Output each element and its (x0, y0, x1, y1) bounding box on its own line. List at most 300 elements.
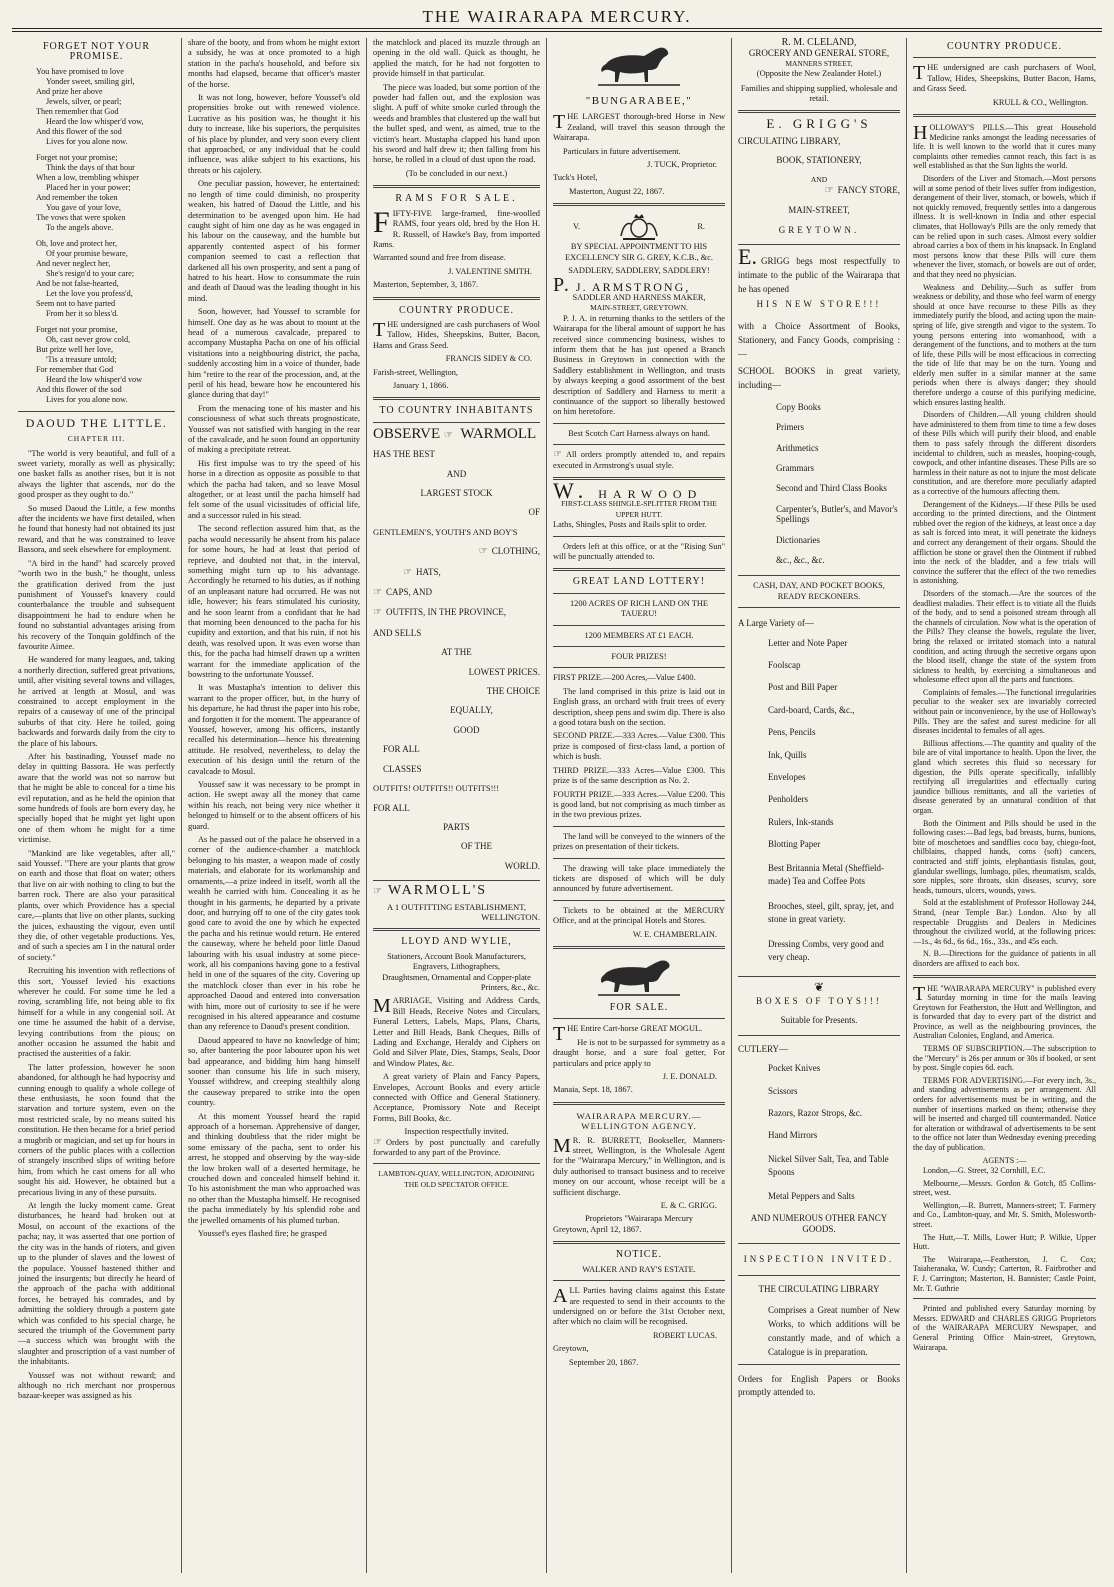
poem-line: Think the days of that hour (46, 162, 135, 172)
poem-line: And this flower of the sod (36, 126, 122, 136)
divider (373, 1163, 540, 1164)
story-paragraph: Daoud appeared to have no knowledge of him; so, after bantering the poor labourer upon his wet bad appearance, and bidding him hang himself sooner than consume his life in such misery, Youssef withdrew, and creeping stealthily along the causeway prepared to strike into the open country. (188, 1035, 360, 1108)
holloway-para: Billious affections.—The quantity and quality of the bile are of vital importance to health. Upon the liver, the gland which secretes this fluid so necessary for digestion, the Pills operate specifically, infallibly rectifying all irregularities and effectually curing jaundice billious remittants, and all the varieties of disease generated by an unnatural condition of that organ. (913, 738, 1096, 815)
cutlery-item: Pocket Knives (768, 1063, 821, 1074)
holloway-para: Derangement of the Kidneys.—If these Pills be used according to the printed directions, and the Ointment rubbed over the region of the kidneys, at least once a day as salt is forced into meat, it will penetrate the kidneys and correct any derangement of their organs. Should the affliction be stone or gravel then the Ointment if rubbed into the neck of the bladder, and a few trials will convince the sufferer that the effect of the two remedies is astonishing. (913, 499, 1096, 586)
poem-line: Of your promise beware, (46, 248, 128, 258)
school-item: Arithmetics (776, 442, 819, 453)
variety-item: Best Britannia Metal (Sheffield-made) Tea and Coffee Pots (768, 862, 885, 886)
grigg-cash: CASH, DAY, AND POCKET BOOKS, READY RECKONERS. (753, 581, 885, 601)
saddlery-title: SADDLERY, SADDLERY, SADDLERY! (568, 266, 710, 276)
armstrong-scotch: Best Scotch Cart Harness always on hand. (568, 428, 710, 438)
circ-body: Comprises a Great number of New Works, to which additions will be constantly made, and of which a Catalogue is in preparation. (768, 1304, 900, 1357)
notice-ad: ALL Parties having claims against this Estate are requested to send in their accounts to the undersigned on or before the 31st October next, after which no claim will be recognised. (553, 1285, 725, 1327)
warmoll-line: LOWEST PRICES. (468, 666, 540, 677)
warmoll-line: GOOD (453, 724, 480, 735)
column-5 (732, 38, 907, 1573)
observe-label: OBSERVE (373, 425, 441, 442)
grigg-cutlery: CUTLERY— (738, 1043, 789, 1054)
poem-line: You have promised to love (36, 66, 124, 76)
drop-cap: T (913, 62, 926, 85)
warmoll-line: LARGEST STOCK (420, 488, 493, 498)
agency-proprietors: Proprietors "Wairarapa Mercury (585, 1214, 693, 1224)
cleland-trade: GROCERY AND GENERAL STORE, (748, 48, 890, 59)
lloyd-sub: Printers, &c., &c. (480, 982, 540, 992)
agency-title: WAIRARAPA MERCURY.—WELLINGTON AGENCY. (576, 1110, 702, 1132)
cart-horse-illustration (594, 955, 684, 999)
poem-line: And never neglect her, (36, 258, 111, 268)
pointing-hand-icon: ☞ (553, 449, 562, 461)
story-paragraph: Youssef saw it was necessary to be prompt in action. He swept away all the money that came within his reach, not being very nice whether it belonged to himself or to the absent officers of his guard. (188, 780, 360, 831)
divider (553, 568, 725, 571)
poem-line: Lives for you alone now. (46, 394, 128, 404)
pointing-hand-icon: ☞ (373, 587, 382, 599)
lloyd-title: LLOYD AND WYLIE, (401, 936, 512, 948)
agency-ad: M R. R. BURRETT, Bookseller, Manners-street, Wellington, is the Wholesale Agent for the "Wairarapa Mercury," in Wellington, and is duly authorised to transact business and to receive money on our account, whose receipt will be a sufficient discharge. (553, 1134, 725, 1197)
school-item: Second and Third Class Books (776, 483, 887, 494)
holloway-para: Both the Ointment and Pills should be used in the following cases:—Bad legs, bad breasts, burns, bunions, bite of moschetoes and sandflies coco bay, chiego-foot, chilblains, chapped hands, corns (soft) cancers, contracted and stiff joints, elephantiasis fistulas, gout, glandular swellings, lumbago, piles, rheumatism, scalds, sore nipples, sore throats, skin diseases, scurvy, sore heads, tumours, ulcers, wounds, yaws. (913, 818, 1096, 895)
mercury-intro: THE "WAIRARAPA MERCURY" is published every Saturday morning in time for the mails leaving Greytown for Featherston, the Hutt and Wellington, and is forwarded that day to every part of the district and Province, as well as the neighbouring provinces, the Australian Colonies, England, and America. (913, 982, 1096, 1041)
bungarabee-title: "BUNGARABEE," (585, 95, 693, 107)
harwood-name: W. HARWOOD (553, 477, 703, 503)
cutlery-item: Metal Peppers and Salts (768, 1190, 855, 1201)
harwood-trade: FIRST-CLASS SHINGLE-SPLITTER FROM THE UPPER HUTT. (561, 499, 717, 519)
story-paragraph: The latter profession, however he soon abandoned, for although he had hypocrisy and cunning enough to qualify a whole college of these enthusiasts, he soon found that the starvation and torture system, even on the most restricted scale, by no means suited his constitution. He then became for a brief period a mugbrib or magician, and set up for hours in corners of the public places with a collection of strangely inscribed slips of writing before him, from which he cast omens for all who sought his aid. However, he obtained but a precarious living in any of these pursuits. (18, 1062, 175, 1197)
bungarabee-signature: J. TUCK, Proprietor. (647, 160, 717, 170)
divider (373, 397, 540, 400)
grigg-town: GREYTOWN. (778, 224, 860, 235)
variety-item: Letter and Note Paper (768, 637, 848, 648)
variety-item: Dressing Combs, very good and very cheap. (768, 938, 884, 962)
poem-stanza (36, 239, 175, 319)
poem-line: Let the love you profess'd, (46, 288, 133, 298)
warmoll-line: ☞ OUTFITS, IN THE PROVINCE, (373, 607, 507, 619)
agency-signature: E. & C. GRIGG. (660, 1201, 717, 1211)
ornament-icon: ❦ (813, 979, 825, 994)
divider (553, 826, 725, 827)
story-paragraph: The piece was loaded, but some portion of the powder had fallen out, and the explosion was slight. A puff of white smoke curled through the weeds and brambles that clustered up the wall but the bullet sped, and went, as aimed, true to the victim's heart. Mustapha clapped his hand upon his sword and half drew it; then falling from his horse, he rolled in a cloud of dust upon the road. (373, 82, 540, 165)
holloway-para: Sold at the establishment of Professor Holloway 244, Strand, (near Temple Bar.) London. Also by all respectable Druggists and Dealers in Medicines throughout the civilized world, at the following prices:—1s., 4s 6d., 6s 6d., 16s., 33s., and 45s each. (913, 898, 1096, 946)
drop-cap: T (553, 111, 566, 134)
agency-dateline: Greytown, April 12, 1867. (553, 1224, 642, 1234)
masthead-rule (12, 28, 1102, 32)
story-title: DAOUD THE LITTLE. (25, 415, 168, 430)
poem (36, 67, 175, 405)
story-paragraph: At this moment Youssef heard the rapid approach of a horseman. Apprehensive of danger, and thinking doubtless that the rider might be some emissary of the pacha, sent to order his arrest, he stopped and observing by the way-side the low broken wall of a deserted hermitage, he crouched down and concealed himself behind it. To his astonishment the man who approached was no other than the Mustapha himself. He recognised the pacha immediately by his splendid robe and the jewelled ornaments of his plumed turban. (188, 1111, 360, 1225)
produce-dateline: Farish-street, Wellington, (373, 367, 458, 377)
divider (553, 946, 725, 949)
story-paragraph: After his bastinading, Youssef made no delay in quitting Bassora. He was perfectly aware that the world was not so narrow but that he might be able to conceal for a time his evil reputation, and as he held the opinion that some hundreds of fools are born every day, he specially hoped that he might yet light upon one of them whom he might for a time victimise. (18, 752, 175, 845)
poem-line: Heard the low whisper'd vow, (46, 116, 144, 126)
grigg-new-store: HIS NEW STORE!!! (756, 299, 882, 310)
cutlery-item: Hand Mirrors (768, 1130, 818, 1141)
bungarabee-ad: THE LARGEST thorough-bred Horse in New Zealand, will travel this season through the Wairarapa. (553, 111, 725, 143)
poem-line: From her it so bless'd. (46, 308, 119, 318)
warmoll-line: OF (528, 507, 540, 518)
drop-cap: H (913, 122, 928, 145)
grigg-books: BOOK, STATIONERY, (776, 155, 862, 166)
lloyd-orders: ☞ Orders by post punctually and carefully forwarded to any part of the Province. (373, 1136, 540, 1158)
warmoll-line: ☞ HATS, (403, 566, 441, 578)
variety-item: Foolscap (768, 659, 801, 670)
divider (738, 607, 900, 608)
holloway-para: Disorders of the stomach.—Are the sources of the deadliest maladies. Their effect is to vitiate all the fluids of the body, and to send a poisoned stream through all the channels of circulation. Now what is the operation of the Pills? They cleanse the bowels, regulate the liver, bring the relaxed or irritated stomach into a natural condition, and acting through the secretive organs upon the blood itself, change the state of the system from sickness to health, by exercising a simultaneous and wholesome effect upon all the parts and functions. (913, 588, 1096, 685)
divider (553, 593, 725, 594)
pointing-hand-icon: ☞ (373, 1136, 382, 1148)
appointment-line: BY SPECIAL APPOINTMENT TO HIS EXCELLENCY SIR G. GREY, K.C.B., &c. (565, 242, 713, 262)
divider (553, 900, 725, 901)
divider (553, 667, 725, 668)
warmoll-line: CLASSES (383, 763, 422, 774)
divider (738, 1364, 900, 1365)
story-paragraph: As he passed out of the palace he observed in a corner of the audience-chamber a matchlock belonging to his master, a weapon made of costly materials, and elaborate for its workmanship and ornaments,—a prize indeed in itself, worth all the wealth he carried with him. Concealing it as he thought in his garments, he departed by a private door, and hurrying off to one of the city gates took good care to avoid the one by which he expected the pacha and his retinue would return. He entered the causeway, where he beheld poor little Daoud labouring with his usual industry at some piece-work, all his companions having gone to a festival held in one of the squares of the city. Covering up the matchlock closer than ever in his robe he approached Daoud and entered into conversation with him, more out of curiosity to see if he were recognised in his altered appearance and costume than any reference to Daoud's present condition. (188, 835, 360, 1032)
grigg-library: CIRCULATING LIBRARY, (738, 135, 841, 146)
continued-note: (To be concluded in our next.) (405, 168, 508, 178)
bungarabee-particulars: Particulars in future advertisement. (563, 146, 681, 156)
drop-cap: T (553, 1023, 566, 1046)
cutlery-item: Razors, Razor Strops, &c. (768, 1108, 862, 1119)
variety-item: Card-board, Cards, &c., (768, 704, 855, 715)
poem-line: But prize well her love, (36, 344, 114, 354)
story-paragraph: share of the booty, and from whom he might extort a subsidy, he was at once promoted to a high station in the pacha's household, and before six months had elapsed, became that officer's master of the horse. (188, 38, 360, 89)
holloway-para: Disorders of Children.—All young children should have administered to them from time to time a few doses of these Pills which will purify their blood, and enable them to pass safely through the different disorders incidental to children, such as measles, hooping-cough, cowpock, and other infantine diseases. These Pills are so harmless in their nature as not to injure the most delicate constitution, and are therefore more peculiarly adapted as a corrective of the humours affecting them. (913, 410, 1096, 496)
poem-line: And remember the token (36, 192, 118, 202)
grigg-school: SCHOOL BOOKS in great variety, including— (738, 365, 900, 390)
drop-cap: T (373, 318, 386, 341)
story-paragraph: The second reflection assured him that, as the pacha would necessarily be absent from his palace for some hours, he had at least that period of reprieve, and doubted not that, in the interval, something might turn up to his advantage. Accordingly he returned to his duties, as if nothing of an unpleasant nature had occurred. He was not idle, however; his fears stimulated his curiosity, and he soon learnt from a confidant that he had that morning been denounced to the pacha for his cupidity and extortion, and that his ruin, if not his death, was resolved upon. It was even worse than this, for the pacha had himself drawn up a written warrant for the immediate application of the bowstring to the unfortunate Youssef. (188, 524, 360, 679)
mercury-agent: Wellington,—R. Burrett, Manners-street; T. Farmery and Co., Lambton-quay, and Mr. S. Smith, Molesworth-street. (913, 1200, 1096, 1229)
masthead: THE WAIRARAPA MERCURY. (422, 7, 692, 26)
poem-line: Jewels, silver, or pearl; (46, 96, 122, 106)
lottery-first-body: The land comprised in this prize is laid out in English grass, an orchard with fruit trees of every description, sheep pens and swim dip. There is also a good totara bush on the section. (553, 686, 725, 728)
mercury-agent: The Hutt,—T. Mills, Lower Hutt; P. Wilkie, Upper Hutt. (913, 1232, 1096, 1252)
variety-item: Post and Bill Paper (768, 682, 838, 693)
warmoll-sign-sub: A 1 OUTFITTING ESTABLISHMENT, (386, 901, 527, 912)
grigg-toys: BOXES OF TOYS!!! (756, 996, 882, 1007)
lloyd-ad: MARRIAGE, Visiting and Address Cards, Bill Heads, Receive Notes and Circulars, Funeral Letters, Labels, Maps, Plans, Charts, Letter and Bill Heads, Bank Cheques, Bills of Lading and Exchange, Heraldy and Ciphers on Gold and Silver Plate, Dies, Stamps, Seals, Door and Window Plates, &c. (373, 995, 540, 1068)
lottery-tickets: Tickets to be obtained at the MERCURY Office, and at the principal Hotels and Stores. (553, 905, 725, 926)
school-item: Carpenter's, Butler's, and Mavor's Spellings (776, 503, 898, 525)
horse-illustration (594, 42, 684, 90)
pointing-hand-icon: ☞ (824, 185, 834, 197)
mercury-imprint: Printed and published every Saturday morning by Messrs. EDWARD and CHARLES GRIGG Proprietors of the WAIRARAPA MERCURY Newspaper, and General Printing Office Main-street, Greytown, Wairarapa. (913, 1304, 1096, 1352)
divider (738, 244, 900, 245)
produce-title: COUNTRY PRODUCE. (398, 304, 515, 316)
drop-cap: M (373, 995, 391, 1018)
poem-stanza (36, 67, 175, 147)
warmoll-line: AND (446, 468, 467, 479)
pointing-hand-icon: ☞ (373, 886, 384, 898)
divider (738, 976, 900, 977)
cleland-opposite: (Opposite the New Zealander Hotel.) (756, 69, 882, 79)
variety-item: Envelopes (768, 772, 806, 782)
lottery-drawing: The drawing will take place immediately the tickets are disposed of which will be duly announced by future advertisement. (553, 863, 725, 894)
story-paragraph: His first impulse was to try the speed of his horse in a direction as opposite as possible to that which the pacha had taken, and so leave Mosul altogether, or at least until the pacha himself had felt some of the usual vicissitudes of official life, and a successor ruled in his stead. (188, 458, 360, 520)
poem-line: She's resign'd to your care; (46, 268, 134, 278)
story-paragraph: "Mankind are like vegetables, after all," said Youssef. "There are your plants that grow on earth and those that float on water; others that live on air with nothing to cling to but the barren rock. There are also your parasitical plants, over which Providence has a special care,—plants that live on other plants, sucking the juices, exhausting the vigour, even until they die, of other vegetable productions. Yes, and of such a species am I in the natural order of society." (18, 848, 175, 962)
mercury-agent: The Wairarapa,—Featherston, J. C. Cox; Taiaheranaka, W. Cundy; Carterton, R. Fairbrother and F. J. Carrington; Masterton, H. Bannister; Castle Point, Mr. T. Guthrie (913, 1254, 1096, 1293)
notice-signature: ROBERT LUCAS. (652, 1330, 717, 1340)
lottery-first: FIRST PRIZE.—200 Acres,—Value £400. (553, 673, 696, 683)
story-paragraph: the matchlock and placed its muzzle through an opening in the old wall. Quick as thought, he applied the match, for he had not forgotten to provide himself in that particular. (373, 38, 540, 79)
pointing-hand-icon: ☞ (403, 566, 412, 578)
forsale-ad: THE Entire Cart-horse GREAT MOGUL. (553, 1023, 703, 1046)
mercury-agent: London,—G. Street, 32 Cornhill, E.C. (923, 1166, 1046, 1175)
poem-line: Yonder sweet, smiling girl, (46, 76, 135, 86)
story-paragraph: He wandered for many leagues, and, taking a northerly direction, suffered great privations, until, after visiting several towns and villages, he arrived at length at Mosul, and was constrained to accept employment in the repairs of a causeway of one of the principal suburbs of that city. Here he toiled, going backwards and forwards daily from the city to the place of his labours. (18, 655, 175, 748)
lloyd-address: LAMBTON-QUAY, WELLINGTON, ADJOINING THE OLD SPECTATOR OFFICE. (378, 1169, 535, 1189)
armstrong-name: P. J. ARMSTRONG, (553, 274, 691, 297)
warmoll-line: AT THE (441, 647, 472, 658)
grigg-fancy: ☞ FANCY STORE, (824, 185, 900, 197)
divider (738, 1243, 900, 1244)
variety-item: Rulers, Ink-stands (768, 816, 834, 827)
warmoll-name: WARMOLL (460, 425, 537, 442)
mercury-agents-title: AGENTS :— (982, 1155, 1027, 1165)
holloway-para: Complaints of females.—The functional irregularities peculiar to the weaker sex are invariably corrected without pain or inconvenience, by the use of Holloway's Pills. They are the safest and surest medicine for all diseases incidental to females of all ages. (913, 687, 1096, 736)
divider (553, 444, 725, 445)
grigg-presents: Suitable for Presents. (780, 1015, 858, 1026)
story-paragraph: Youssef's eyes flashed fire; he grasped (198, 1229, 327, 1239)
column-6 (907, 38, 1102, 1573)
lloyd-sub: Draughtsmen, Ornamental and Copper-plate (382, 972, 531, 982)
divider (18, 411, 175, 412)
produce6-title: COUNTRY PRODUCE. (946, 41, 1063, 52)
rams-note: Warranted sound and free from disease. (373, 253, 506, 263)
story-paragraph: "The world is very beautiful, and full of a sweet variety, morally as well as physically; one basket falls as another rises, but it is not always the lighter that ascends, nor do the good prosper as they ought to do." (18, 448, 175, 500)
lottery-fourth: FOURTH PRIZE.—333 Acres.—Value £200. This is good land, but not comprising as much timber as in the two previous prizes. (553, 789, 725, 820)
divider (373, 880, 540, 881)
pointing-hand-icon: ☞ (443, 429, 453, 441)
poem-line: 'Tis a treasure untold; (46, 354, 117, 364)
armstrong-address: MAIN-STREET, GREYTOWN. (590, 303, 688, 313)
notice-estate: WALKER AND RAY'S ESTATE. (582, 1264, 696, 1274)
column-3 (367, 38, 547, 1573)
poem-title: FORGET NOT YOUR PROMISE. (42, 41, 151, 63)
poem-line: Seem not to have parted (36, 298, 116, 308)
rams-ad: FIFTY-FIVE large-framed, fine-woolled RAMS, four years old, bred by the Hon H. R. Russell, of Hawke's Bay, from imported Rams. (373, 205, 540, 249)
divider (738, 1275, 900, 1276)
cleland-name: R. M. CLELAND, (781, 38, 857, 48)
divider (373, 928, 540, 931)
armstrong-body: P. J. A. in returning thanks to the settlers of the Wairarapa for the liberal amount of support he has received since commencing business, wishes to inform them that he has just opened a Branch Business in Greytown in connection with the Saddlery establishment in Wellington, and trusts by always keeping a good assortment of the best description of Saddlery and Harness to merit a continuance of the support so liberally bestowed on him heretofore. (553, 313, 725, 417)
grigg-main: MAIN-STREET, (788, 205, 850, 216)
lottery-signature: W. E. CHAMBERLAIN. (632, 929, 717, 939)
lloyd-inspection: Inspection respectfully invited. (404, 1127, 509, 1137)
lottery-conveyed: The land will be conveyed to the winners of the prizes on presentation of their tickets. (553, 831, 725, 852)
column-2 (182, 38, 367, 1573)
warmoll-line: ☞ CAPS, AND (373, 587, 432, 599)
holloway-para: HOLLOWAY'S PILLS.—This great Household Medicine ranks amongst the leading necessaries of life. It is well known to the world that it cures many complaints other remedies cannot reach, this fact is as well established as that the Sun lights the world. (913, 122, 1096, 171)
divider (738, 110, 900, 113)
grigg-inspection: INSPECTION INVITED. (743, 1254, 895, 1265)
poem-line: Lives for you alone now. (46, 136, 128, 146)
lottery-third: THIRD PRIZE.—333 Acres—Value £300. This prize is of the same description as No. 2. (553, 765, 725, 786)
poem-line: Oh, love and protect her, (36, 238, 118, 248)
produce-signature: FRANCIS SIDEY & CO. (445, 354, 532, 364)
cutlery-item: Nickel Silver Salt, Tea, and Table Spoons (768, 1153, 889, 1177)
rams-signature: J. VALENTINE SMITH. (448, 266, 532, 276)
story-paragraph: Youssef was not without reward; and although no rich merchant nor prosperous bazaar-keeper was assigned as his (18, 1370, 175, 1401)
lottery-members: 1200 MEMBERS AT £1 EACH. (584, 630, 694, 640)
poem-line: And this flower of the sod (36, 384, 122, 394)
divider (913, 1298, 1096, 1299)
drop-cap: F (373, 205, 390, 239)
variety-item: Penholders (768, 794, 808, 805)
divider (553, 858, 725, 859)
divider (373, 422, 540, 423)
forsale-dateline: Manaia, Sept. 18, 1867. (553, 1085, 633, 1095)
poem-line: To the angels above. (46, 222, 114, 232)
column-1 (12, 38, 182, 1573)
divider (553, 625, 725, 626)
column-4 (547, 38, 732, 1573)
divider (553, 1018, 725, 1019)
harwood-orders: Orders left at this office, or at the "Rising Sun" will be punctually attended to. (553, 541, 725, 561)
holloway-para: Weakness and Debility.—Such as suffer from weakness or debility, and those who feel warm of energy should at once have recourse to these Pills as they immediately purify the blood, and acting upon the main-spring of life, give strength and vigor to the system. To young persons entering into womanhood, with a derangement of the functions, and to mothers at the turn of life, these Pills will be most efficacious in correcting the tide of life that may be on the turn. Young and elderly men suffer in a similar manner at the same periods when there is always danger; they should therefore undergo a course of this purifying medicine, which ensures lasting health. (913, 282, 1096, 407)
warmoll-line: OUTFITS! OUTFITS!! OUTFITS!!! (373, 783, 500, 794)
story-paragraph: It was Mustapha's intention to deliver this warrant to the proper officer, but, in the hurry of his departure, he had thrust the paper into his robe, and forgotten it for the moment. The appearance of Youssef, however, among his officers, instantly recalled his determination—hence his threatening attitude. He resolved, nevertheless, to delay the execution of his design until the return of the cavalcade to Mosul. (188, 683, 360, 776)
warmoll-line: PARTS (443, 821, 470, 832)
warmoll-sign: ☞ WARMOLL'S (373, 883, 488, 899)
forsale-body: He is not to be surpassed for symmetry as a draught horse, and a sure foal getter, For particulars and price apply to (553, 1037, 725, 1068)
story-paragraph: From the menacing tone of his master and his consciousness of what such threats prognosticate, Youssef was not satisfied with hanging in the rear of the cavalcade, and he soon found an opportunity of making a precipitate retreat. (188, 403, 360, 455)
school-item: Dictionaries (776, 534, 820, 545)
chapter-heading: CHAPTER III. (67, 434, 126, 444)
grigg-numerous: AND NUMEROUS OTHER FANCY GOODS. (750, 1213, 888, 1234)
holloway-para: N. B.—Directions for the guidance of patients in all disorders are affixed to each box. (913, 949, 1096, 968)
mercury-advertising: TERMS FOR ADVERTISING.—For every inch, 3s., and standing advertisements as per arrangement. All orders for advertisements must be in writing, and the number of insertions marked on them; otherwise they will be inserted and charged till countermanded. Notice for alteration or withdrawal of advertisements to be sent to the office not later than Wednesday evening preceding the day of publication. (913, 1075, 1096, 1152)
grigg-title: E. GRIGG'S (766, 116, 872, 132)
lloyd-ad-body: A great variety of Plain and Fancy Papers, Envelopes, Account Books and every article connected with Office and General Stationery. Acceptance, Promissory Note and Receipt Forms, Bill Books, &c. (373, 1072, 540, 1123)
produce6-ad: THE undersigned are cash purchasers of Wool, Tallow, Hides, Sheepskins, Butter Bacon, Hams, and Grass Seed. (913, 62, 1096, 94)
divider (553, 1102, 725, 1105)
story-paragraph: One peculiar passion, however, he entertained: no length of time could diminish, no prosperity weaken, his hatred of Daoud the Little, and his determination to be avenged upon him. He had caught sight of him one day as he was engaged in his labour on the causeway, and the humble but apparently contented aspect of his former companion seemed to cast a reflection that darkened all his own prosperity, and sent a pang of hatred to his heart. How to consummate the ruin and death of Daoud was the leading thought in his mind. (188, 179, 360, 303)
poem-line: Placed her in your power; (46, 182, 131, 192)
forsale-title: FOR SALE. (609, 1001, 669, 1013)
divider (553, 423, 725, 424)
variety-item: Pens, Pencils (768, 727, 816, 738)
royal-crest-row (553, 212, 725, 242)
poem-line: Then remember that God (36, 106, 119, 116)
warmoll-line: WORLD. (504, 860, 540, 871)
produce-ad: THE undersigned are cash purchasers of Wool Tallow, Hides, Sheepskins, Butter, Bacon, Hams and Grass Seed. (373, 318, 540, 350)
school-item: Grammars (776, 462, 814, 473)
poem-line: Oh, cast never grow cold, (46, 334, 131, 344)
mercury-agent: Melbourne,—Messrs. Gordon & Gotch, 85 Collins-street, west. (913, 1178, 1096, 1198)
poem-line: Forget not your promise; (36, 152, 118, 162)
bungarabee-dateline: Tuck's Hotel, (553, 173, 598, 183)
pointing-hand-icon: ☞ (373, 607, 382, 619)
lottery-title: GREAT LAND LOTTERY! (572, 576, 706, 588)
poem-line: Forget not your promise, (36, 324, 118, 334)
notice-date: September 20, 1867. (569, 1357, 639, 1367)
lloyd-sub: Engravers, Lithographers, (412, 962, 501, 972)
warmoll-sign-place: WELLINGTON. (481, 911, 540, 922)
drop-cap: M (553, 1134, 571, 1157)
notice-dateline: Greytown, (553, 1344, 589, 1354)
story-paragraph: "A bird in the hand" had scarcely proved "worth two in the bush," he thought, unless the gratification derived from the just punishment of Youssef's knavery could counterbalance the trouble and subsequent disappointment he had to endure when he found no substantial advantages arising from his recovery of the Tonquin goldfinch of the favourite Aimee. (18, 558, 175, 651)
poem-line: When a low, trembling whisper (36, 172, 139, 182)
school-item: Copy Books (776, 401, 821, 412)
warmoll-line: FOR ALL (373, 802, 410, 813)
story-paragraph: It was not long, however, before Youssef's old propensities broke out with renewed violence. Lucrative as his position was, he thought it his duty to increase, like his superiors, the perquisites of his place by plunder, and very soon every client that approached, or any individual that he could influence, was alike subject to his exactions, his threats or his cajolery. (188, 93, 360, 175)
warmoll-line: THE CHOICE (486, 686, 540, 697)
warmoll-line: GENTLEMEN'S, YOUTH'S AND BOY'S (373, 526, 518, 537)
forsale-signature: J. E. DONALD. (662, 1072, 717, 1081)
cleland-families: Families and shipping supplied, wholesale and retail. (740, 83, 898, 104)
divider (913, 57, 1096, 58)
lottery-second: SECOND PRIZE.—333 Acres.—Value £300. This prize is composed of first-class land, a portion of which is bush. (553, 731, 725, 762)
divider (913, 975, 1096, 978)
grigg-choice: with a Choice Assortment of Books, Stationery, and Fancy Goods, comprising :— (738, 320, 900, 359)
school-item: Primers (776, 422, 804, 433)
poem-stanza (36, 325, 175, 405)
divider (373, 185, 540, 188)
poem-line: And be not false-hearted, (36, 278, 119, 288)
divider (913, 114, 1096, 117)
drop-cap: E. (738, 244, 757, 270)
divider (553, 536, 725, 537)
drop-cap: T (913, 982, 926, 1005)
armstrong-trade: SADDLER AND HARNESS MAKER, (572, 292, 706, 302)
rams-title: RAMS FOR SALE. (395, 193, 518, 205)
royal-crest-icon (617, 212, 661, 242)
variety-item: Blotting Paper (768, 839, 821, 850)
variety-item: Brooches, steel, gilt, spray, jet, and stone in great variety. (768, 900, 894, 924)
drop-cap: W. (553, 477, 590, 503)
produce-date: January 1, 1866. (393, 380, 449, 390)
bungarabee-date: Masterton, August 22, 1867. (569, 186, 665, 196)
story-paragraph: Recruiting his invention with reflections of this sort, Youssef levied his exactions wherever he could. For some time he led a roving, scrambling life, not being able to fix himself for a while in any congenial soil. At one time he assumed the habit of a dervise, levying contributions from the pious; on another occasion he assumed the habit and practised the austerities of a fakir. (18, 966, 175, 1059)
poem-line: For remember that God (36, 364, 114, 374)
lloyd-sub: Stationers, Account Book Manufacturers, (387, 951, 526, 961)
divider (738, 1035, 900, 1036)
divider (553, 1280, 725, 1281)
columns (12, 38, 1102, 1573)
warmoll-line: AND SELLS (373, 627, 422, 638)
poem-line: Heard the low whisper'd vow (46, 374, 143, 384)
grigg-and: AND (810, 174, 828, 184)
warmoll-title: TO COUNTRY INHABITANTS (379, 405, 534, 417)
warmoll-line: HAS THE BEST (373, 449, 435, 460)
drop-cap: P. (553, 274, 571, 297)
divider (553, 1241, 725, 1244)
warmoll-line: ☞ CLOTHING, (478, 546, 540, 558)
harwood-laths: Laths, Shingles, Posts and Rails split to order. (553, 520, 707, 530)
divider (553, 646, 725, 647)
armstrong-orders: ☞ All orders promptly attended to, and repairs executed in Armstrong's usual style. (553, 449, 725, 470)
variety-item: Ink, Quills (768, 749, 807, 760)
story-paragraph: So mused Daoud the Little, a few months after the incidents we have first detailed, when he found that honesty had not obtained its just reward, and that he was constrained to leave Bassora, and seek elsewhere for employment. (18, 503, 175, 555)
produce6-signature: KRULL & CO., Wellington. (992, 97, 1088, 107)
crest-letter: R. (697, 222, 705, 232)
notice-title: NOTICE. (615, 1249, 663, 1261)
crest-letter: V. (573, 222, 581, 232)
poem-line: And prize her above (36, 86, 103, 96)
cleland-street: MANNERS STREET, (785, 58, 853, 68)
divider (373, 297, 540, 300)
pointing-hand-icon: ☞ (478, 546, 488, 558)
circ-title: THE CIRCULATING LIBRARY (758, 1283, 880, 1294)
story-paragraph: At length the lucky moment came. Great disturbances, he heard had broken out at Mosul, on account of the exactions of the pacha; nay, it was asserted that one portion of the city was in the hands of rioters, and given up to the plunder of slaves and the lowest of the populace. Youssef hastened thither and joined the insurgents; but directly he heard of the approach of the pacha with additional forces, he betrayed his comrades, and by admitting the soldiery through a postern gate which was confided to his special charge, he secured the triumph of the Government party—a success which was brought with the slaughter and proscription of a vast number of the inhabitants. (18, 1201, 175, 1367)
grigg-orders: Orders for English Papers or Books promptly attended to. (738, 1373, 900, 1397)
school-item: &c., &c., &c. (776, 554, 825, 565)
rams-dateline: Masterton, September, 3, 1867. (373, 280, 479, 290)
story-paragraph: Soon, however, had Youssef to scramble for himself. One day as he was about to mount at the head of a numerous cavalcade, prepared to accompany Mustapha Pacha on one of his official visitations into a neighbouring district, the pacha, suddenly accosting him in a voice of thunder, bade him "retire to the rear of the procession, and, at the peril of his head, beware how he encountered his glance during that day!" (188, 307, 360, 400)
warmoll-line: OF THE (460, 841, 493, 852)
divider (738, 575, 900, 576)
